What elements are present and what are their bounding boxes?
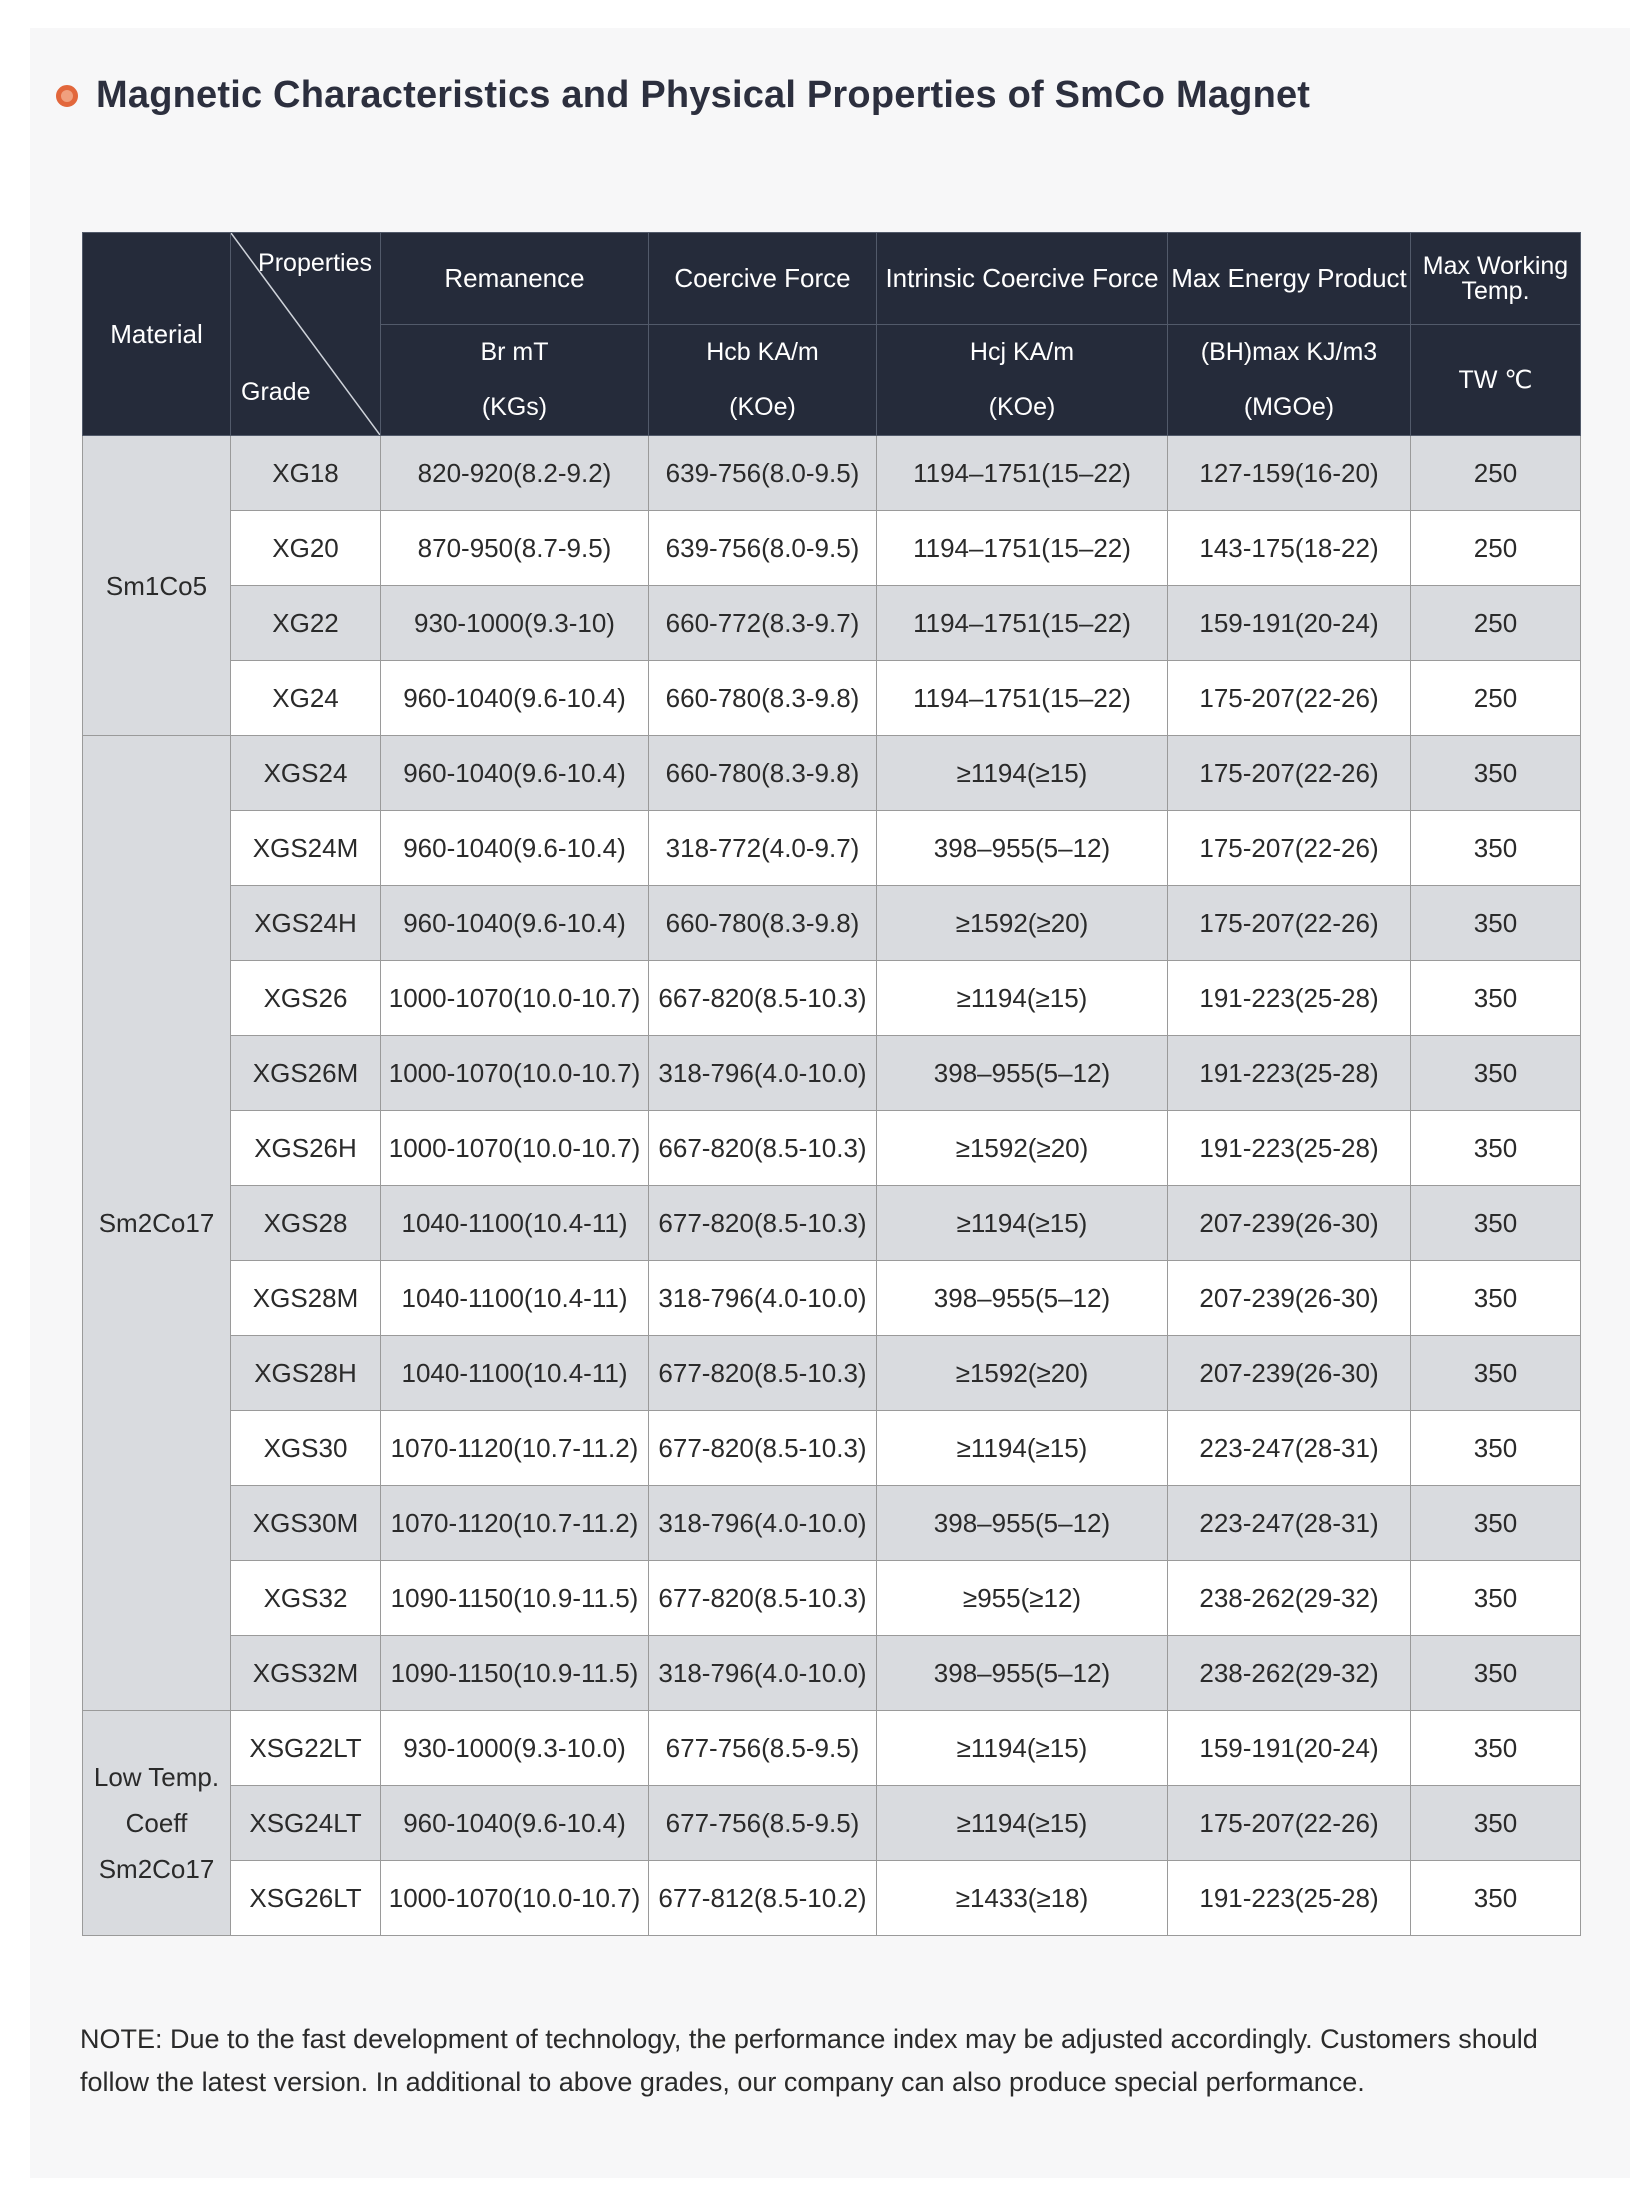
- working-temp-cell: 350: [1411, 1186, 1581, 1261]
- title-row: [56, 74, 1310, 117]
- intrinsic-coercive-cell: ≥1592(≥20): [877, 886, 1168, 961]
- grade-cell: XG22: [231, 586, 381, 661]
- working-temp-cell: 350: [1411, 1261, 1581, 1336]
- col-header-max-working-temp: Max Working Temp.: [1411, 233, 1581, 325]
- working-temp-cell: 250: [1411, 511, 1581, 586]
- coercive-force-cell: 318-796(4.0-10.0): [649, 1486, 877, 1561]
- intrinsic-coercive-cell: 1194–1751(15–22): [877, 586, 1168, 661]
- remanence-cell: 960-1040(9.6-10.4): [381, 811, 649, 886]
- material-cell: [83, 1711, 231, 1936]
- intrinsic-coercive-cell: ≥1592(≥20): [877, 1111, 1168, 1186]
- coercive-force-cell: 677-820(8.5-10.3): [649, 1411, 877, 1486]
- remanence-cell: 870-950(8.7-9.5): [381, 511, 649, 586]
- intrinsic-coercive-cell: 398–955(5–12): [877, 1261, 1168, 1336]
- grade-cell: XGS26M: [231, 1036, 381, 1111]
- unit-coercive-force: Hcb KA/m (KOe): [649, 325, 877, 436]
- col-header-remanence: Remanence: [381, 233, 649, 325]
- energy-product-cell: 238-262(29-32): [1168, 1636, 1411, 1711]
- coercive-force-cell: 660-780(8.3-9.8): [649, 661, 877, 736]
- remanence-cell: 1090-1150(10.9-11.5): [381, 1636, 649, 1711]
- coercive-force-cell: 667-820(8.5-10.3): [649, 961, 877, 1036]
- working-temp-cell: 350: [1411, 961, 1581, 1036]
- energy-product-cell: 223-247(28-31): [1168, 1411, 1411, 1486]
- working-temp-cell: 350: [1411, 1336, 1581, 1411]
- intrinsic-coercive-cell: ≥955(≥12): [877, 1561, 1168, 1636]
- material-label: Sm1Co5: [105, 570, 208, 601]
- grade-cell: XG20: [231, 511, 381, 586]
- remanence-cell: 960-1040(9.6-10.4): [381, 886, 649, 961]
- table-row: [83, 736, 1581, 811]
- energy-product-cell: 223-247(28-31): [1168, 1486, 1411, 1561]
- grade-cell: XG24: [231, 661, 381, 736]
- material-cell: [83, 736, 231, 1711]
- intrinsic-coercive-cell: ≥1194(≥15): [877, 1186, 1168, 1261]
- unit-max-working-temp: TW ℃: [1411, 325, 1581, 436]
- energy-product-cell: 191-223(25-28): [1168, 1111, 1411, 1186]
- energy-product-cell: 175-207(22-26): [1168, 661, 1411, 736]
- remanence-cell: 1040-1100(10.4-11): [381, 1336, 649, 1411]
- energy-product-cell: 159-191(20-24): [1168, 1711, 1411, 1786]
- table-row: [83, 661, 1581, 736]
- coercive-force-cell: 660-780(8.3-9.8): [649, 736, 877, 811]
- energy-product-cell: 175-207(22-26): [1168, 886, 1411, 961]
- energy-product-cell: 175-207(22-26): [1168, 811, 1411, 886]
- coercive-force-cell: 677-820(8.5-10.3): [649, 1561, 877, 1636]
- table-body: [83, 436, 1581, 1936]
- remanence-cell: 960-1040(9.6-10.4): [381, 661, 649, 736]
- working-temp-cell: 350: [1411, 736, 1581, 811]
- energy-product-cell: 207-239(26-30): [1168, 1336, 1411, 1411]
- working-temp-cell: 350: [1411, 1786, 1581, 1861]
- working-temp-cell: 350: [1411, 1411, 1581, 1486]
- grade-cell: XGS26H: [231, 1111, 381, 1186]
- properties-label: Properties: [258, 249, 372, 277]
- energy-product-cell: 191-223(25-28): [1168, 961, 1411, 1036]
- intrinsic-coercive-cell: ≥1194(≥15): [877, 961, 1168, 1036]
- remanence-cell: 1040-1100(10.4-11): [381, 1186, 649, 1261]
- grade-cell: XGS32M: [231, 1636, 381, 1711]
- intrinsic-coercive-cell: 398–955(5–12): [877, 1036, 1168, 1111]
- coercive-force-cell: 318-796(4.0-10.0): [649, 1261, 877, 1336]
- coercive-force-cell: 660-780(8.3-9.8): [649, 886, 877, 961]
- intrinsic-coercive-cell: ≥1194(≥15): [877, 1711, 1168, 1786]
- table-row: [83, 1486, 1581, 1561]
- energy-product-cell: 143-175(18-22): [1168, 511, 1411, 586]
- coercive-force-cell: 677-820(8.5-10.3): [649, 1186, 877, 1261]
- working-temp-cell: 350: [1411, 1861, 1581, 1936]
- remanence-cell: 1070-1120(10.7-11.2): [381, 1411, 649, 1486]
- remanence-cell: 930-1000(9.3-10.0): [381, 1711, 649, 1786]
- coercive-force-cell: 677-756(8.5-9.5): [649, 1711, 877, 1786]
- note-text: NOTE: Due to the fast development of technology, the performance index may be adjusted accordingly. Customers should follow the latest version. In additional to above grades, our company can also produce special performance.: [80, 2024, 1538, 2097]
- working-temp-cell: 350: [1411, 1111, 1581, 1186]
- remanence-cell: 1000-1070(10.0-10.7): [381, 961, 649, 1036]
- grade-cell: XGS28M: [231, 1261, 381, 1336]
- remanence-cell: 1000-1070(10.0-10.7): [381, 1111, 649, 1186]
- working-temp-cell: 350: [1411, 1636, 1581, 1711]
- table-row: [83, 1336, 1581, 1411]
- remanence-cell: 960-1040(9.6-10.4): [381, 1786, 649, 1861]
- remanence-cell: 1040-1100(10.4-11): [381, 1261, 649, 1336]
- table-row: [83, 1561, 1581, 1636]
- grade-cell: XGS32: [231, 1561, 381, 1636]
- coercive-force-cell: 677-820(8.5-10.3): [649, 1336, 877, 1411]
- grade-cell: XGS26: [231, 961, 381, 1036]
- material-cell: [83, 436, 231, 736]
- working-temp-cell: 250: [1411, 586, 1581, 661]
- intrinsic-coercive-cell: 1194–1751(15–22): [877, 511, 1168, 586]
- table-row: [83, 1636, 1581, 1711]
- energy-product-cell: 191-223(25-28): [1168, 1036, 1411, 1111]
- table-row: [83, 886, 1581, 961]
- table-row: [83, 1411, 1581, 1486]
- working-temp-cell: 350: [1411, 886, 1581, 961]
- material-label: Sm2Co17: [98, 1208, 215, 1238]
- remanence-cell: 960-1040(9.6-10.4): [381, 736, 649, 811]
- properties-table: [82, 232, 1581, 1936]
- remanence-cell: 820-920(8.2-9.2): [381, 436, 649, 511]
- table-row: [83, 811, 1581, 886]
- material-label: Sm2Co17: [98, 1854, 215, 1884]
- coercive-force-cell: 318-796(4.0-10.0): [649, 1636, 877, 1711]
- material-label: Low Temp.: [93, 1762, 220, 1792]
- remanence-cell: 1070-1120(10.7-11.2): [381, 1486, 649, 1561]
- intrinsic-coercive-cell: ≥1194(≥15): [877, 1411, 1168, 1486]
- intrinsic-coercive-cell: ≥1592(≥20): [877, 1336, 1168, 1411]
- coercive-force-cell: 639-756(8.0-9.5): [649, 436, 877, 511]
- working-temp-cell: 350: [1411, 1486, 1581, 1561]
- grade-cell: XGS24: [231, 736, 381, 811]
- coercive-force-cell: 677-812(8.5-10.2): [649, 1861, 877, 1936]
- circle-bullet-icon: [56, 85, 78, 107]
- intrinsic-coercive-cell: 1194–1751(15–22): [877, 436, 1168, 511]
- material-header: Material: [83, 233, 231, 436]
- unit-remanence: Br mT (KGs): [381, 325, 649, 436]
- grade-cell: XGS30M: [231, 1486, 381, 1561]
- grade-label: Grade: [241, 378, 311, 406]
- table-row: [83, 436, 1581, 511]
- grade-cell: XG18: [231, 436, 381, 511]
- grade-cell: XGS28: [231, 1186, 381, 1261]
- grade-cell: XSG22LT: [231, 1711, 381, 1786]
- table-row: [83, 511, 1581, 586]
- table-row: [83, 1711, 1581, 1786]
- working-temp-cell: 250: [1411, 661, 1581, 736]
- grade-cell: XGS24M: [231, 811, 381, 886]
- intrinsic-coercive-cell: ≥1194(≥15): [877, 1786, 1168, 1861]
- working-temp-cell: 250: [1411, 436, 1581, 511]
- table-row: [83, 1186, 1581, 1261]
- coercive-force-cell: 677-756(8.5-9.5): [649, 1786, 877, 1861]
- energy-product-cell: 207-239(26-30): [1168, 1261, 1411, 1336]
- remanence-cell: 1090-1150(10.9-11.5): [381, 1561, 649, 1636]
- col-header-coercive-force: Coercive Force: [649, 233, 877, 325]
- coercive-force-cell: 660-772(8.3-9.7): [649, 586, 877, 661]
- table-row: [83, 586, 1581, 661]
- coercive-force-cell: 318-772(4.0-9.7): [649, 811, 877, 886]
- table-row: [83, 1861, 1581, 1936]
- working-temp-cell: 350: [1411, 1561, 1581, 1636]
- col-header-intrinsic-coercive-force: Intrinsic Coercive Force: [877, 233, 1168, 325]
- unit-max-energy-product: (BH)max KJ/m3 (MGOe): [1168, 325, 1411, 436]
- remanence-cell: 930-1000(9.3-10): [381, 586, 649, 661]
- coercive-force-cell: 667-820(8.5-10.3): [649, 1111, 877, 1186]
- intrinsic-coercive-cell: ≥1433(≥18): [877, 1861, 1168, 1936]
- intrinsic-coercive-cell: ≥1194(≥15): [877, 736, 1168, 811]
- grade-cell: XGS24H: [231, 886, 381, 961]
- energy-product-cell: 238-262(29-32): [1168, 1561, 1411, 1636]
- grade-cell: XSG26LT: [231, 1861, 381, 1936]
- intrinsic-coercive-cell: 398–955(5–12): [877, 811, 1168, 886]
- table-row: [83, 1261, 1581, 1336]
- remanence-cell: 1000-1070(10.0-10.7): [381, 1861, 649, 1936]
- properties-grade-header: [231, 233, 381, 436]
- working-temp-cell: 350: [1411, 1711, 1581, 1786]
- intrinsic-coercive-cell: 398–955(5–12): [877, 1636, 1168, 1711]
- intrinsic-coercive-cell: 398–955(5–12): [877, 1486, 1168, 1561]
- page-title: Magnetic Characteristics and Physical Properties of SmCo Magnet: [96, 74, 1311, 116]
- grade-cell: XSG24LT: [231, 1786, 381, 1861]
- table-row: [83, 1036, 1581, 1111]
- working-temp-cell: 350: [1411, 811, 1581, 886]
- energy-product-cell: 127-159(16-20): [1168, 436, 1411, 511]
- working-temp-cell: 350: [1411, 1036, 1581, 1111]
- energy-product-cell: 159-191(20-24): [1168, 586, 1411, 661]
- energy-product-cell: 191-223(25-28): [1168, 1861, 1411, 1936]
- unit-intrinsic-coercive-force: Hcj KA/m (KOe): [877, 325, 1168, 436]
- table-row: [83, 961, 1581, 1036]
- intrinsic-coercive-cell: 1194–1751(15–22): [877, 661, 1168, 736]
- coercive-force-cell: 318-796(4.0-10.0): [649, 1036, 877, 1111]
- coercive-force-cell: 639-756(8.0-9.5): [649, 511, 877, 586]
- table-row: [83, 1111, 1581, 1186]
- table-row: [83, 1786, 1581, 1861]
- grade-cell: XGS30: [231, 1411, 381, 1486]
- energy-product-cell: 207-239(26-30): [1168, 1186, 1411, 1261]
- col-header-max-energy-product: Max Energy Product: [1168, 233, 1411, 325]
- energy-product-cell: 175-207(22-26): [1168, 1786, 1411, 1861]
- material-label: Coeff: [125, 1808, 188, 1838]
- remanence-cell: 1000-1070(10.0-10.7): [381, 1036, 649, 1111]
- energy-product-cell: 175-207(22-26): [1168, 736, 1411, 811]
- grade-cell: XGS28H: [231, 1336, 381, 1411]
